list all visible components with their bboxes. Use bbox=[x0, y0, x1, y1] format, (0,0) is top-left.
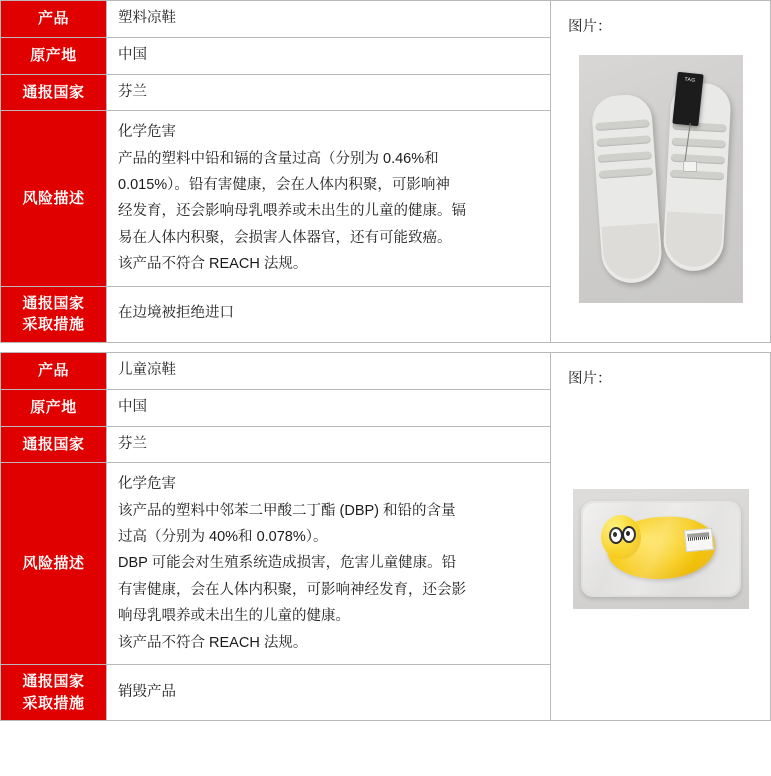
product-image-cell bbox=[551, 352, 771, 721]
risk-line: 0.015%）。铅有害健康，会在人体内积聚，可影响神 bbox=[118, 177, 450, 193]
strap bbox=[669, 170, 723, 181]
row-label-product: 产品 bbox=[1, 353, 107, 390]
row-label-origin: 原产地 bbox=[1, 37, 107, 74]
table-row bbox=[1, 389, 551, 426]
strap bbox=[671, 138, 725, 149]
row-value-origin: 中国 bbox=[107, 389, 551, 426]
risk-line: 过高（分别为 40%和 0.078%）。 bbox=[118, 529, 328, 545]
table-row bbox=[1, 37, 551, 74]
hang-tag bbox=[672, 72, 703, 126]
strap bbox=[670, 154, 724, 165]
product-record bbox=[0, 352, 771, 721]
record-separator bbox=[0, 343, 771, 352]
risk-line: 该产品不符合 REACH 法规。 bbox=[118, 634, 308, 651]
row-value-product: 塑料凉鞋 bbox=[107, 1, 551, 38]
measure-label-line2: 采取措施 bbox=[22, 316, 85, 334]
row-label-product: 产品 bbox=[1, 1, 107, 38]
product-record bbox=[0, 0, 771, 343]
risk-line: DBP 可能会对生殖系统造成损害，危害儿童健康。铅 bbox=[118, 555, 457, 572]
table-row bbox=[1, 286, 551, 343]
sandal-left bbox=[590, 93, 663, 285]
measure-label-line2: 采取措施 bbox=[22, 694, 85, 712]
risk-line: 化学危害 bbox=[118, 124, 176, 141]
table-row bbox=[1, 664, 551, 721]
price-label bbox=[683, 161, 697, 172]
risk-line: 易在人体内积聚，会损害人体器官，还有可能致癌。 bbox=[118, 229, 452, 246]
risk-line: 该产品的塑料中邻苯二甲酸二丁酯 (DBP) 和铅的含量 bbox=[118, 502, 456, 519]
product-info-table bbox=[0, 0, 551, 343]
row-label-risk-description: 风险描述 bbox=[1, 111, 107, 286]
row-value-product: 儿童凉鞋 bbox=[107, 353, 551, 390]
risk-line: 经发育，还会影响母乳喂养或未出生的儿童的健康。镉 bbox=[118, 203, 466, 220]
product-image-cell bbox=[551, 0, 771, 343]
row-value-measure: 在边境被拒绝进口 bbox=[107, 286, 551, 343]
table-row bbox=[1, 74, 551, 111]
product-photo-grey-sandals bbox=[579, 55, 743, 303]
sole bbox=[601, 223, 661, 281]
table-row bbox=[1, 426, 551, 463]
measure-label-line1: 通报国家 bbox=[22, 672, 85, 690]
row-label-notifying-country: 通报国家 bbox=[1, 74, 107, 111]
row-value-notifying-country: 芬兰 bbox=[107, 426, 551, 463]
strap bbox=[597, 151, 651, 163]
row-label-measure bbox=[1, 664, 107, 721]
risk-line: 有害健康，会在人体内积聚，可影响神经发育，还会影 bbox=[118, 581, 466, 598]
strap bbox=[598, 167, 652, 179]
product-photo-yellow-plush bbox=[573, 489, 749, 609]
measure-label-line1: 通报国家 bbox=[22, 294, 85, 312]
risk-line: 响母乳喂养或未出生的儿童的健康。 bbox=[118, 608, 350, 625]
row-value-origin: 中国 bbox=[107, 37, 551, 74]
bag-reflection bbox=[583, 503, 739, 595]
photo-wrapper bbox=[551, 388, 770, 720]
row-value-notifying-country: 芬兰 bbox=[107, 74, 551, 111]
table-row bbox=[1, 1, 551, 38]
risk-line: 该产品不符合 REACH 法规。 bbox=[118, 256, 308, 273]
image-caption: 图片： bbox=[568, 371, 612, 387]
row-value-risk-description bbox=[107, 463, 551, 665]
row-value-measure: 销毁产品 bbox=[107, 664, 551, 721]
image-caption: 图片： bbox=[568, 19, 612, 35]
row-value-risk-description bbox=[107, 111, 551, 286]
row-label-risk-description: 风险描述 bbox=[1, 463, 107, 665]
table-row bbox=[1, 463, 551, 665]
strap bbox=[595, 119, 649, 131]
table-row bbox=[1, 353, 551, 390]
risk-line: 化学危害 bbox=[118, 476, 176, 493]
photo-wrapper bbox=[551, 36, 770, 342]
row-label-measure bbox=[1, 286, 107, 343]
row-label-origin: 原产地 bbox=[1, 389, 107, 426]
strap bbox=[596, 135, 650, 147]
product-info-table bbox=[0, 352, 551, 721]
table-row bbox=[1, 111, 551, 286]
sole bbox=[664, 211, 723, 268]
risk-line: 产品的塑料中铅和镉的含量过高（分别为 0.46%和 bbox=[118, 150, 439, 167]
hang-tag-text: TAG bbox=[683, 76, 696, 84]
row-label-notifying-country: 通报国家 bbox=[1, 426, 107, 463]
